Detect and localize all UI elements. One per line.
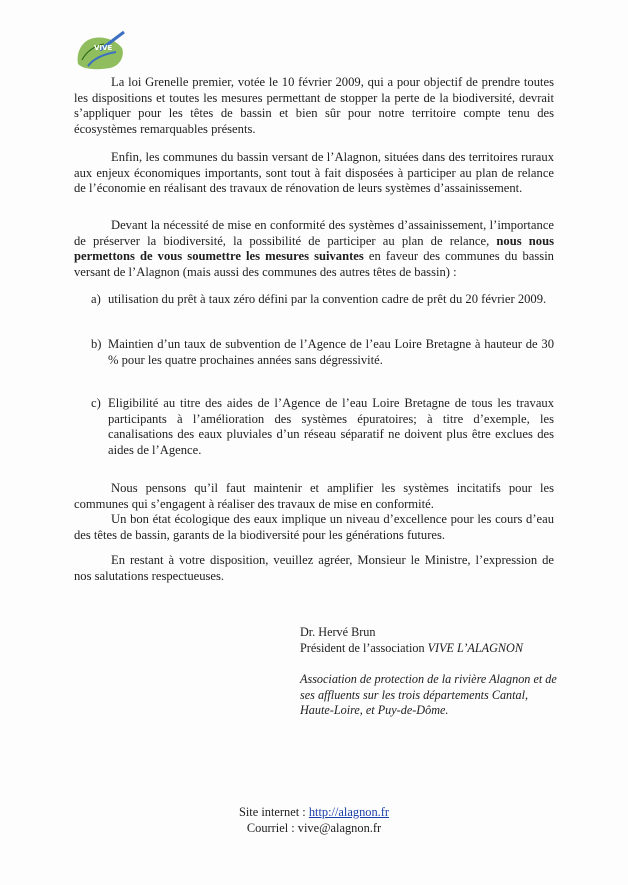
signatory-name: Dr. Hervé Brun bbox=[300, 625, 376, 639]
paragraph-incitatifs bbox=[74, 481, 554, 543]
list-item-text: Maintien d’un taux de subvention de l’Agence de l’eau Loire Bretagne à hauteur de 30 % pour les quatre prochaines années sans dégressivité. bbox=[108, 337, 554, 367]
footer-website: Site internet : http://alagnon.fr bbox=[238, 805, 390, 819]
signatory-role: Président de l’association VIVE L’ALAGNON bbox=[300, 640, 523, 655]
list-item-text: Eligibilité au titre des aides de l’Agence de l’eau Loire Bretagne de tous les travaux participants à l’amélioration des systèmes épuratoires; à titre d’exemple, les canalisations des eaux pluviales d’un réseau séparatif ne doivent plus être exclues des aides de l’Agence. bbox=[108, 396, 554, 457]
paragraph-grenelle bbox=[74, 75, 554, 137]
paragraph-communes bbox=[74, 150, 554, 197]
paragraph-text: Devant la nécessité de mise en conformité des systèmes d’assainissement, l’importance de préserver la biodiversité, la possibilité de participer au plan de relance, nous nous permettons de vous soumettre les mesures suivantes en faveur des communes du bassin versant de l’Alagnon (mais aussi des communes des autres têtes de bassin) : bbox=[74, 218, 554, 279]
paragraph-text: Nous pensons qu’il faut maintenir et amplifier les systèmes incitatifs pour les communes qui s’engagent à réaliser des travaux de mise en conformité. bbox=[74, 481, 554, 511]
paragraph-closing bbox=[74, 553, 554, 584]
list-marker: b) bbox=[91, 337, 102, 351]
list-item bbox=[91, 396, 554, 458]
association-description: Association de protection de la rivière Alagnon et de ses affluents sur les trois départements Cantal, Haute-Loire, et Puy-de-Dôme. bbox=[300, 672, 557, 718]
email-address: vive@alagnon.fr bbox=[297, 821, 382, 835]
paragraph-text: En restant à votre disposition, veuillez agréer, Monsieur le Ministre, l’expression de nos salutations respectueuses. bbox=[74, 553, 554, 583]
paragraph-text: Un bon état écologique des eaux implique un niveau d’excellence pour les cours d’eau des têtes de bassin, garants de la biodiversité pour les générations futures. bbox=[74, 512, 554, 542]
vive-alagnon-logo-icon bbox=[70, 30, 128, 72]
association-name: VIVE L’ALAGNON bbox=[427, 640, 523, 655]
list-marker: a) bbox=[91, 292, 101, 306]
paragraph-mesures bbox=[74, 218, 554, 280]
website-link[interactable]: http://alagnon.fr bbox=[308, 805, 390, 819]
paragraph-text: La loi Grenelle premier, votée le 10 février 2009, qui a pour objectif de prendre toutes les dispositions et toutes les mesures permettant de stopper la perte de la biodiversité, devrait s’appliquer pour les têtes de bassin et bien sûr pour notre territoire compte tenu des écosystèmes remarquables présents. bbox=[74, 75, 554, 136]
paragraph-text: Enfin, les communes du bassin versant de l’Alagnon, situées dans des territoires ruraux aux enjeux économiques importants, sont tout à fait disposées à participer au plan de relance de l’économie en réalisant des travaux de rénovation de leurs systèmes d’assainissement. bbox=[74, 150, 554, 196]
svg-text:VIVE: VIVE bbox=[94, 44, 113, 52]
list-item bbox=[91, 337, 554, 368]
list-marker: c) bbox=[91, 396, 101, 410]
emphasis-text: nous nous permettons de vous soumettre les mesures suivantes bbox=[74, 233, 554, 264]
list-item-text: utilisation du prêt à taux zéro défini par la convention cadre de prêt du 20 février 2009. bbox=[108, 292, 547, 306]
footer-email: Courriel : vive@alagnon.fr bbox=[246, 821, 382, 835]
signature-block bbox=[300, 625, 560, 656]
list-item bbox=[91, 292, 554, 308]
